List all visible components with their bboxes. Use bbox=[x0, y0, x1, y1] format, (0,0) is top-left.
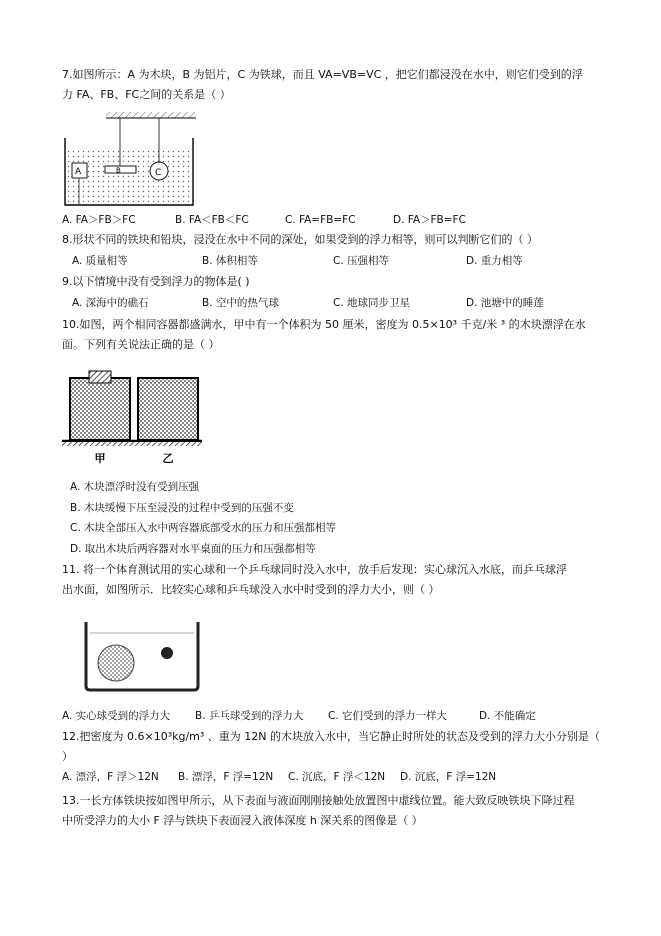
q13-text-line-1: 13.一长方体铁块按如图甲所示，从下表面与液面刚刚接触处放置图中虚线位置。能大致反映铁块下降过程 bbox=[62, 794, 575, 807]
q10-figure bbox=[62, 366, 207, 466]
q11-option-c: C. 它们受到的浮力一样大 bbox=[328, 710, 448, 722]
q11-option-a: A. 实心球受到的浮力大 bbox=[62, 710, 171, 722]
q8-option-d: D. 重力相等 bbox=[466, 255, 523, 267]
label-yi: 乙 bbox=[162, 452, 174, 465]
q11-text-line-2: 出水面，如图所示．比较实心球和乒乓球没入水中时受到的浮力大小，则（ ） bbox=[62, 583, 440, 596]
q8-option-b: B. 体积相等 bbox=[202, 255, 258, 267]
q7-option-b: B. FA＜FB＜FC bbox=[175, 214, 249, 226]
container-yi bbox=[138, 378, 198, 440]
q7-option-d: D. FA＞FB=FC bbox=[393, 214, 466, 226]
q10-text-line-2: 面。下列有关说法正确的是（ ） bbox=[62, 338, 220, 351]
q9-option-a: A. 深海中的礁石 bbox=[72, 297, 149, 309]
q9-option-d: D. 池塘中的睡莲 bbox=[466, 297, 544, 309]
q10-text-line-1: 10.如图，两个相同容器都盛满水，甲中有一个体积为 50 厘米，密度为 0.5×10³ 千克/米 ³ 的木块漂浮在水 bbox=[62, 318, 586, 331]
ball-c-label: C bbox=[155, 168, 162, 178]
q7-option-c: C. FA=FB=FC bbox=[285, 214, 356, 226]
container-jia bbox=[70, 378, 130, 440]
q10-option-b: B. 木块缓慢下压至浸没的过程中受到的压强不变 bbox=[70, 502, 294, 514]
ceiling-support bbox=[106, 112, 196, 118]
solid-ball bbox=[98, 645, 134, 681]
q8-text-line-1: 8.形状不同的铁块和铅块，浸没在水中不同的深处，如果受到的浮力相等，则可以判断它们的（ ） bbox=[62, 233, 538, 246]
q11-text-line-1: 11. 将一个体育测试用的实心球和一个乒乓球同时没入水中，放手后发现：实心球沉入水底，而乒乓球浮 bbox=[62, 563, 567, 576]
q12-text-line-2: ） bbox=[62, 750, 73, 763]
q7-text-line-2: 力 FA、FB、FC之间的关系是（ ） bbox=[62, 88, 231, 101]
wooden-block bbox=[89, 371, 111, 383]
q9-text-line-1: 9.以下情境中没有受到浮力的物体是( ) bbox=[62, 275, 250, 288]
q8-option-c: C. 压强相等 bbox=[333, 255, 390, 267]
q7-figure bbox=[62, 110, 197, 210]
block-a-label: A bbox=[75, 167, 82, 177]
q11-option-b: B. 乒乓球受到的浮力大 bbox=[195, 710, 304, 722]
q12-text-line-1: 12.把密度为 0.6×10³kg/m³ 、重为 12N 的木块放入水中，当它静止时所处的状态及受到的浮力大小分别是（ bbox=[62, 730, 601, 743]
q12-option-b: B. 漂浮，F 浮=12N bbox=[178, 771, 274, 783]
q8-option-a: A. 质量相等 bbox=[72, 255, 128, 267]
q12-option-a: A. 漂浮，F 浮＞12N bbox=[62, 771, 159, 783]
q10-option-a: A. 木块漂浮时没有受到压强 bbox=[70, 481, 200, 493]
q9-option-b: B. 空中的热气球 bbox=[202, 297, 279, 309]
label-jia: 甲 bbox=[94, 452, 106, 465]
q11-figure bbox=[80, 612, 205, 692]
plate-b-label: B bbox=[116, 166, 121, 175]
q7-option-a: A. FA＞FB＞FC bbox=[62, 214, 136, 226]
q12-option-d: D. 沉底，F 浮=12N bbox=[400, 771, 497, 783]
q7-text-line-1: 7.如图所示：A 为木块，B 为铝片，C 为铁球，而且 VA=VB=VC ，把它们都浸没在水中，则它们受到的浮 bbox=[62, 68, 583, 81]
q10-option-c: C. 木块全部压入水中两容器底部受水的压力和压强都相等 bbox=[70, 522, 337, 534]
q9-option-c: C. 地球同步卫星 bbox=[333, 297, 411, 309]
ping-pong-ball bbox=[161, 647, 173, 659]
q12-option-c: C. 沉底，F 浮＜12N bbox=[288, 771, 386, 783]
q13-text-line-2: 中所受浮力的大小 F 浮与铁块下表面浸入液体深度 h 深关系的图像是（ ） bbox=[62, 814, 423, 827]
q11-option-d: D. 不能确定 bbox=[479, 710, 536, 722]
q10-option-d: D. 取出木块后两容器对水平桌面的压力和压强都相等 bbox=[70, 543, 316, 555]
